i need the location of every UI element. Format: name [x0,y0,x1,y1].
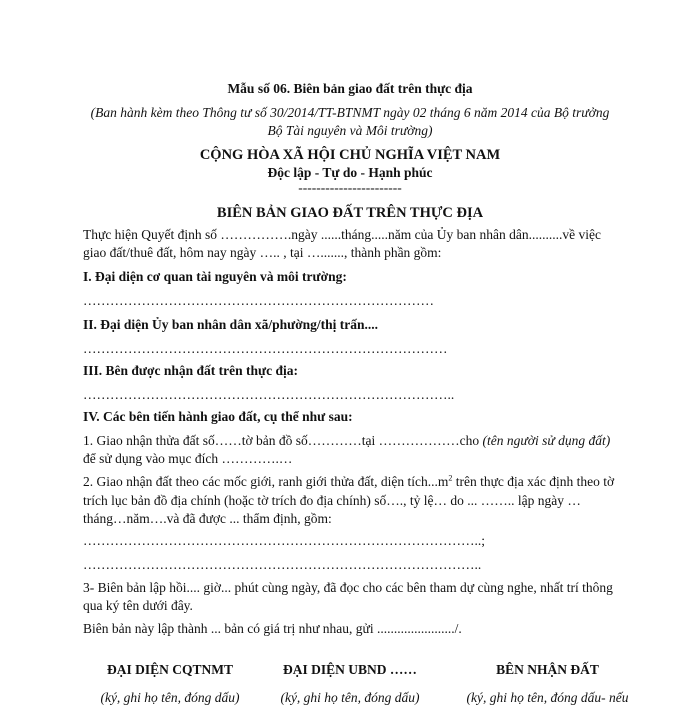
divider: ----------------------- [298,180,402,195]
item-1-italic: (tên người sử dụng đất) [482,433,611,448]
section-2-heading: II. Đại diện Ủy ban nhân dân xã/phường/thị trấn.... [83,317,379,332]
signature-ubnd [250,662,450,706]
item-2-line-1 [83,474,614,490]
item-1-text: 1. Giao nhận thửa đất số……tờ bản đồ số…………tại ………………cho [83,433,483,448]
signature-note: (ký, ghi họ tên, đóng dấu) [280,690,420,705]
document-title: BIÊN BẢN GIAO ĐẤT TRÊN THỰC ĐỊA [216,205,484,221]
signature-title: ĐẠI DIỆN CQTNMT [106,662,233,677]
section-3-heading: III. Bên được nhận đất trên thực địa: [83,363,298,378]
item-3-line-2: qua ký tên dưới đây. [83,598,193,613]
section-3-blank: ……………………………………………………………………….. [83,387,455,402]
section-2-blank: ……………………………………………………………………… [83,341,448,356]
item-3-line-1: 3- Biên bản lập hồi.... giờ... phút cùng ngày, đã đọc cho các bên tham dự cùng nghe, nhất trí thông [83,580,613,595]
signature-note: (ký, ghi họ tên, đóng dấu- nếu [466,690,629,705]
item-2-superscript: 2 [448,473,453,483]
form-title: Mẫu số 06. Biên bản giao đất trên thực địa [227,81,473,96]
intro-line-1: Thực hiện Quyết định số …………….ngày ......tháng.....năm của Ủy ban nhân dân..........về việc [83,227,601,242]
country-name: CỘNG HÒA XÃ HỘI CHỦ NGHĨA VIỆT NAM [199,147,501,163]
item-2-text-b: trên thực địa xác định theo tờ [452,474,615,489]
item-2-blank-2: …………………………………………………………………………….. [83,557,482,572]
signature-note: (ký, ghi họ tên, đóng dấu) [100,690,240,705]
motto: Độc lập - Tự do - Hạnh phúc [267,165,433,180]
signature-cqtnmt [70,662,270,706]
signature-title: BÊN NHẬN ĐẤT [496,662,599,677]
closing-line: Biên bản này lập thành ... bản có giá trị như nhau, gửi ......................./. [83,621,462,636]
issued-line-1: (Ban hành kèm theo Thông tư số 30/2014/TT-BTNMT ngày 02 tháng 6 năm 2014 của Bộ trưởng [90,105,610,120]
intro-line-2: giao đất/thuê đất, hôm nay ngày ….. , tại …......., thành phần gồm: [83,245,442,260]
signature-title: ĐẠI DIỆN UBND …… [283,662,417,677]
issued-line-2: Bộ Tài nguyên và Môi trường) [267,123,433,138]
section-1-heading: I. Đại diện cơ quan tài nguyên và môi trường: [83,269,347,284]
item-1-line-2: để sử dụng vào mục đích ………….… [83,451,293,466]
item-2-line-3: tháng…năm….và đã được ... thẩm định, gồm: [83,511,332,526]
item-2-text-a: 2. Giao nhận đất theo các mốc giới, ranh giới thửa đất, diện tích...m [83,474,449,489]
item-2-blank-1: ……………………………………………………………………………..; [83,533,486,548]
signature-recipient [430,662,665,706]
section-4-heading: IV. Các bên tiến hành giao đất, cụ thể như sau: [83,409,353,424]
item-1-line-1 [83,433,610,449]
item-2-line-2: trích lục bản đồ địa chính (hoặc tờ trích đo địa chính) số…., tỷ lệ… do ... …….. lập ngày … [83,493,581,508]
section-1-blank: …………………………………………………………………… [83,293,434,308]
